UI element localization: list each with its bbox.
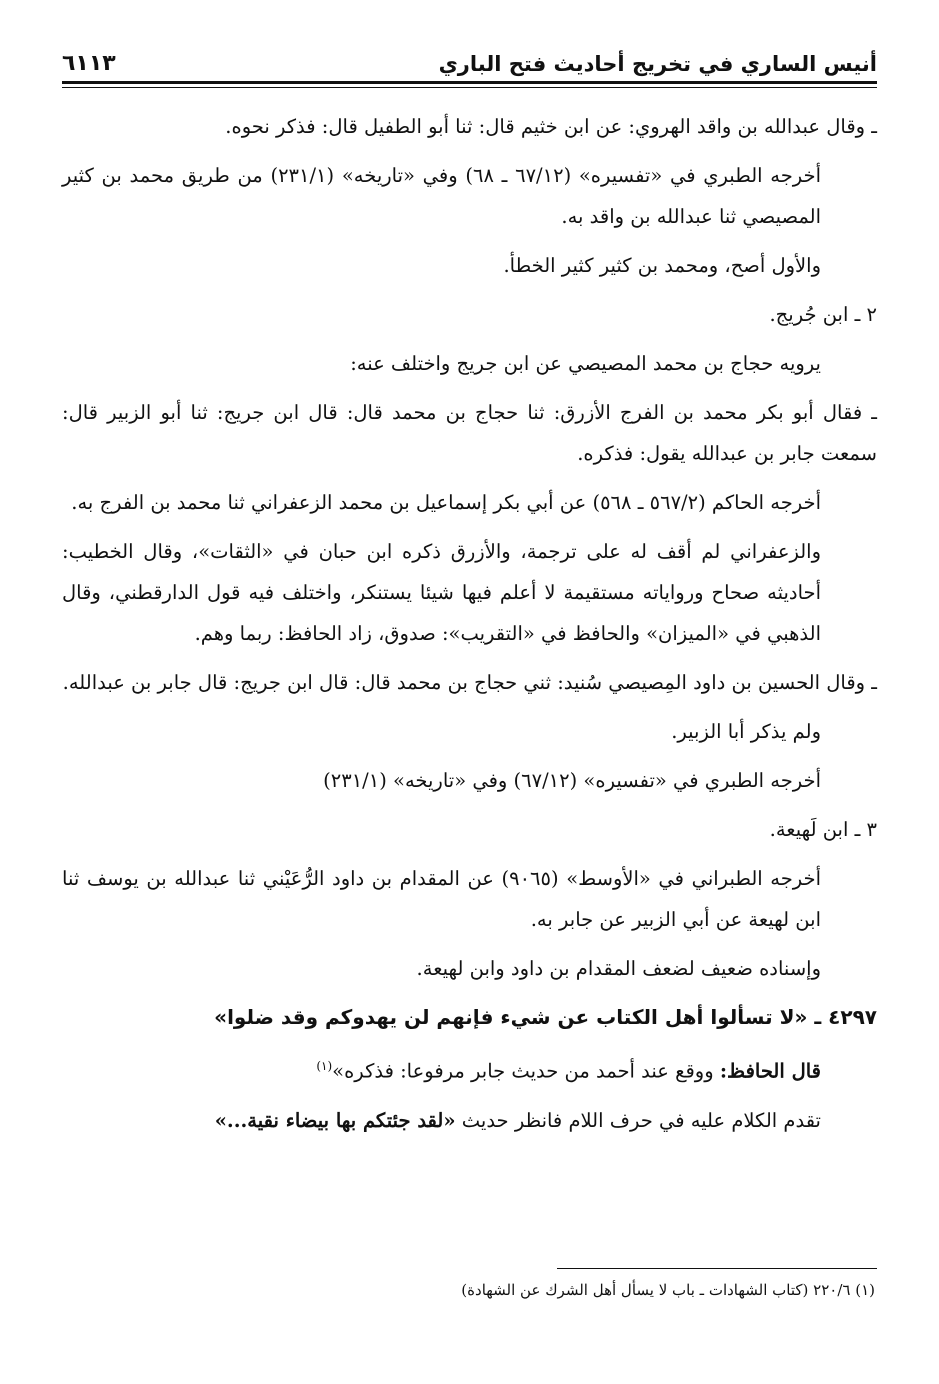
paragraph: وإسناده ضعيف لضعف المقدام بن داود وابن لهيعة. [416, 957, 821, 980]
closing-bold: «لقد جئتكم بها بيضاء نقية...» [214, 1108, 456, 1132]
paragraph: والأول أصح، ومحمد بن كثير كثير الخطأ. [503, 254, 821, 277]
paragraph: أخرجه الطبري في «تفسيره» (٦٧/١٢) وفي «تاريخه» (٢٣١/١) [323, 769, 821, 792]
paragraph: ولم يذكر أبا الزبير. [671, 720, 821, 743]
header-rule-thin [62, 87, 877, 88]
page [62, 0, 877, 1384]
hafiz-paragraph [62, 1046, 877, 1092]
paragraph: ـ فقال أبو بكر محمد بن الفرج الأزرق: ثنا حجاج بن محمد قال: قال ابن جريج: ثنا أبو الزبير قال: سمعت جابر بن عبدالله يقول: فذكره. [62, 401, 877, 465]
section-item: ٣ ـ ابن لَهيعة. [769, 818, 877, 841]
footnote: (١) ٢٢٠/٦ (كتاب الشهادات ـ باب لا يسأل أهل الشرك عن الشهادة) [461, 1281, 875, 1299]
closing-paragraph [62, 1100, 877, 1141]
paragraph: ـ وقال عبدالله بن واقد الهروي: عن ابن خثيم قال: ثنا أبو الطفيل قال: فذكر نحوه. [225, 115, 877, 138]
hafiz-text: ووقع عند أحمد من حديث جابر مرفوعا: فذكره» [332, 1059, 714, 1083]
hafiz-label: قال الحافظ: [719, 1059, 821, 1083]
closing-text: تقدم الكلام عليه في حرف اللام فانظر حديث [461, 1108, 821, 1132]
footnote-rule [557, 1268, 877, 1269]
running-header [62, 40, 877, 76]
header-rule [62, 81, 877, 84]
paragraph: والزعفراني لم أقف له على ترجمة، والأزرق ذكره ابن حبان في «الثقات»، وقال الخطيب: أحاديثه صحاح ورواياته مستقيمة لا أعلم فيها شيئا يستنكر، واختلف فيه قول الدارقطني، وقال الذهبي في «الميزان» والحافظ في «التقريب»: صدوق، زاد الحافظ: ربما وهم. [62, 540, 821, 645]
section-item: ٢ ـ ابن جُريج. [769, 303, 877, 326]
hadith-heading: ٤٢٩٧ ـ «لا تسألوا أهل الكتاب عن شيء فإنهم لن يهدوكم وقد ضلوا» [214, 1005, 877, 1029]
page-number: ٦١١٣ [62, 51, 116, 76]
footnote-mark[interactable]: (١) [316, 1059, 333, 1073]
paragraph: أخرجه الطبراني في «الأوسط» (٩٠٦٥) عن المقدام بن داود الرُّعَيْني ثنا عبدالله بن يوسف ثنا ابن لهيعة عن أبي الزبير عن جابر به. [62, 867, 821, 931]
paragraph: أخرجه الطبري في «تفسيره» (٦٧/١٢ ـ ٦٨) وفي «تاريخه» (٢٣١/١) من طريق محمد بن كثير المصيصي ثنا عبدالله بن واقد به. [62, 164, 822, 228]
body-text [62, 106, 877, 1149]
book-title: أنيس الساري في تخريج أحاديث فتح الباري [438, 52, 877, 76]
paragraph: أخرجه الحاكم (٥٦٧/٢ ـ ٥٦٨) عن أبي بكر إسماعيل بن محمد الزعفراني ثنا محمد بن الفرج به. [71, 491, 821, 514]
paragraph: ـ وقال الحسين بن داود المِصيصي سُنيد: ثني حجاج بن محمد قال: قال ابن جريج: قال جابر بن عبدالله. [62, 671, 877, 694]
paragraph: يرويه حجاج بن محمد المصيصي عن ابن جريج واختلف عنه: [350, 352, 821, 375]
